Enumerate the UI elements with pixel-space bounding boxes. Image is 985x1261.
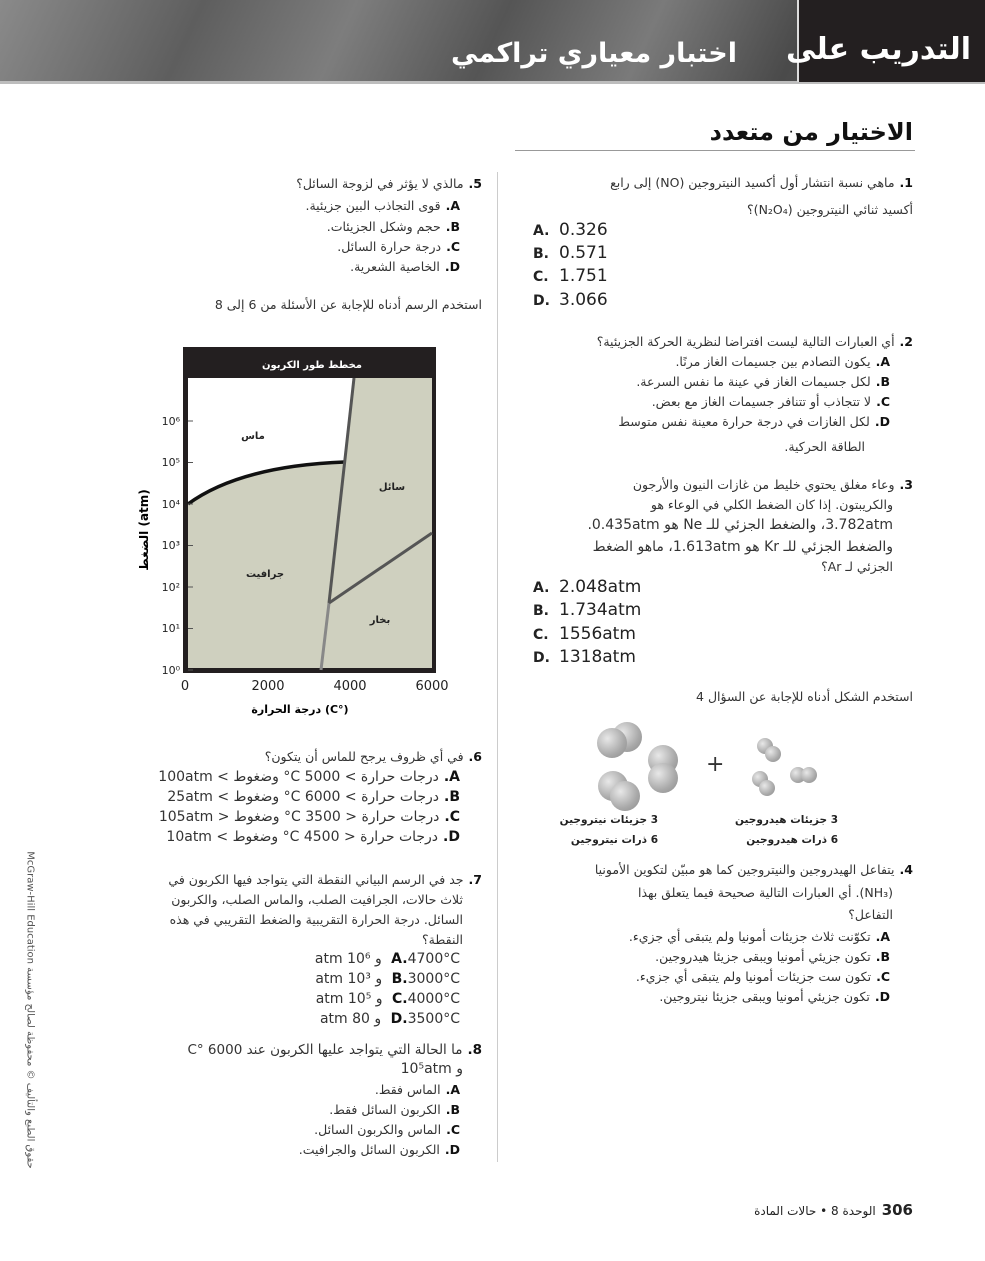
figure-4-instruction: استخدم الشكل أدناه للإجابة عن السؤال 4	[696, 689, 913, 704]
y-tick-label: 10⁴	[161, 498, 180, 511]
q2-option-c[interactable]: C.لا تتجاذب أو تتنافر جسيمات الغاز مع بعض.	[651, 394, 890, 409]
y-tick-label: 10³	[161, 539, 180, 552]
region-label-liquid: سائل	[378, 482, 406, 493]
q6-option-a[interactable]: A.درجات حرارة > 5000 C° وضغوط > 100atm	[158, 769, 460, 785]
question-4: 4.يتفاعل الهيدروجين والنيتروجين كما هو مبيّن لتكوين الأمونيا	[594, 862, 913, 877]
q4-option-d[interactable]: D.تكون جزيئي أمونيا ويبقى جزيئا نيتروجين.	[659, 989, 890, 1004]
q7-option-b[interactable]: B.3000°C و 10³ atm	[315, 971, 460, 987]
plus-sign: +	[706, 752, 725, 777]
y-axis-title: الضغط (atm)	[137, 489, 151, 571]
q7-option-c[interactable]: C.4000°C و 10⁵ atm	[315, 991, 460, 1007]
q5-option-a[interactable]: A.قوى التجاذب البين جزيئية.	[305, 198, 460, 213]
q1-option-d[interactable]: D. 3.066	[533, 290, 608, 310]
q6-option-d[interactable]: D.درجات حرارة < 4500 C° وضغوط > 10atm	[166, 829, 460, 845]
q8-option-d[interactable]: D.الكربون السائل والجرافيت.	[298, 1142, 460, 1157]
question-3-line: الجزئي لـ Ar؟	[821, 559, 893, 574]
question-7: 7.جد في الرسم البياني النقطة التي يتواجد فيها الكربون في	[168, 872, 482, 887]
q4-option-a[interactable]: A.تكوّنت ثلاث جزيئات أمونيا ولم يتبقى أي جزيء.	[628, 929, 890, 944]
nitrogen-atoms-label: 6 ذرات نيتروجين	[570, 834, 658, 846]
header-box-title: التدريب على	[786, 32, 971, 67]
question-2: 2.أي العبارات التالية ليست افتراضا لنظرية الحركة الجزيئية؟	[596, 334, 913, 349]
page-number: 306	[881, 1201, 913, 1219]
region-label-vapor: بخار	[369, 615, 391, 626]
question-1-cont: أكسيد ثنائي النيتروجين (N₂O₄)؟	[747, 202, 913, 217]
column-divider	[497, 172, 498, 1162]
q8-option-a[interactable]: A.الماس فقط.	[374, 1082, 460, 1097]
y-tick-label: 10²	[161, 581, 180, 594]
nitrogen-molecules-label: 3 جزيئات نيتروجين	[559, 814, 658, 826]
q5-option-d[interactable]: D.الخاصية الشعرية.	[350, 259, 460, 274]
question-4-line: التفاعل؟	[848, 907, 893, 922]
section-title: الاختيار من متعدد	[709, 118, 913, 146]
question-5: 5.مالذي لا يؤثر في لزوجة السائل؟	[296, 176, 482, 191]
x-tick-label: 2000	[251, 679, 285, 694]
hydrogen-atoms-label: 6 ذرات هيدروجين	[746, 834, 838, 846]
q6-option-b[interactable]: B.درجات حرارة > 6000 C° وضغوط > 25atm	[167, 789, 460, 805]
y-tick-label: 10⁰	[161, 664, 180, 677]
header-title: اختبار معياري تراكمي	[451, 38, 737, 69]
q3-option-c[interactable]: C. 1556atm	[533, 624, 636, 644]
question-3: 3.وعاء مغلق يحتوي خليط من غازات النيون والأرجون	[632, 477, 913, 492]
x-tick-label: 4000	[333, 679, 367, 694]
q1-option-c[interactable]: C. 1.751	[533, 266, 608, 286]
hydrogen-molecules-label: 3 جزيئات هيدروجين	[735, 814, 838, 826]
q2-option-d-cont: الطاقة الحركية.	[784, 439, 865, 454]
question-7-line: السائل. درجة الحرارة التقريبية والضغط التقريبي في هذه	[169, 912, 463, 927]
diagram-instruction: استخدم الرسم أدناه للإجابة عن الأسئلة من 6 إلى 8	[214, 297, 482, 312]
q5-option-b[interactable]: B.حجم وشكل الجزيئات.	[326, 219, 460, 234]
q2-option-d[interactable]: D.لكل الغازات في درجة حرارة معينة نفس متوسط	[618, 414, 890, 429]
q1-option-b[interactable]: B. 0.571	[533, 243, 608, 263]
q8-option-b[interactable]: B.الكربون السائل فقط.	[329, 1102, 460, 1117]
question-8: 8.ما الحالة التي يتواجد عليها الكربون عند 6000 °C	[187, 1042, 482, 1058]
y-tick-label: 10⁵	[161, 456, 180, 469]
page-footer	[754, 1201, 913, 1219]
copyright-credit: McGraw-Hill Education حقوق الطبع والتأليف © محفوظة لصالح مؤسسة	[24, 851, 36, 1169]
question-4-line: (NH₃). أي العبارات التالية صحيحة فيما يتعلق بهذا	[637, 885, 893, 900]
q4-option-b[interactable]: B.تكون جزيئي أمونيا ويبقى جزيئا هيدروجين.	[655, 949, 890, 964]
y-tick-label: 10¹	[161, 622, 180, 635]
q7-option-d[interactable]: D.3500°C و 80 atm	[319, 1011, 460, 1027]
x-axis-title: درجة الحرارة (C°)	[251, 703, 349, 716]
q1-option-a[interactable]: A. 0.326	[533, 220, 608, 240]
q5-option-c[interactable]: C.درجة حرارة السائل.	[337, 239, 460, 254]
region-label-diamond: ماس	[241, 431, 265, 442]
y-tick-label: 10⁶	[161, 415, 180, 428]
q6-option-c[interactable]: C.درجات حرارة < 3500 C° وضغوط < 105atm	[158, 809, 460, 825]
question-1: 1.ماهي نسبة انتشار أول أكسيد النيتروجين (NO) إلى رابع	[610, 175, 913, 190]
question-3-line: والكريبتون. إذا كان الضغط الكلي في الوعاء هو	[650, 497, 893, 512]
footer-text: الوحدة 8 • حالات المادة	[754, 1204, 876, 1218]
question-7-line: النقطة؟	[422, 932, 463, 947]
diagram-title: مخطط طور الكربون	[261, 360, 363, 371]
q2-option-a[interactable]: A.يكون التصادم بين جسيمات الغاز مرنًا.	[675, 354, 890, 369]
section-divider	[515, 150, 915, 151]
q8-option-c[interactable]: C.الماس والكربون السائل.	[314, 1122, 460, 1137]
question-8-cont: و 10⁵atm	[400, 1061, 463, 1077]
question-6: 6.في أي ظروف يرجح للماس أن يتكون؟	[264, 749, 482, 764]
q2-option-b[interactable]: B.لكل جسيمات الغاز في عينة ما نفس السرعة.	[636, 374, 890, 389]
q7-option-a[interactable]: A.4700°C و 10⁶ atm	[314, 951, 460, 967]
question-3-line: 3.782atm، والضغط الجزئي للـ Ne هو 0.435atm.	[587, 517, 893, 533]
header-title-box	[786, 0, 985, 82]
q4-option-c[interactable]: C.تكون ست جزيئات أمونيا ولم يتبقى أي جزيء.	[635, 969, 890, 984]
question-7-line: ثلاث حالات، الجرافيت الصلب، والماس الصلب، والكربون	[171, 892, 463, 907]
x-tick-label: 0	[180, 679, 190, 694]
q3-option-d[interactable]: D. 1318atm	[533, 647, 636, 667]
carbon-phase-diagram	[120, 340, 460, 730]
x-tick-label: 6000	[415, 679, 449, 694]
question-3-line: والضغط الجزئي للـ Kr هو 1.613atm، ماهو الضغط	[592, 539, 893, 555]
region-label-graphite: جرافيت	[245, 569, 285, 580]
page-header	[0, 0, 985, 84]
q3-option-b[interactable]: B. 1.734atm	[533, 600, 642, 620]
q3-option-a[interactable]: A. 2.048atm	[533, 577, 642, 597]
